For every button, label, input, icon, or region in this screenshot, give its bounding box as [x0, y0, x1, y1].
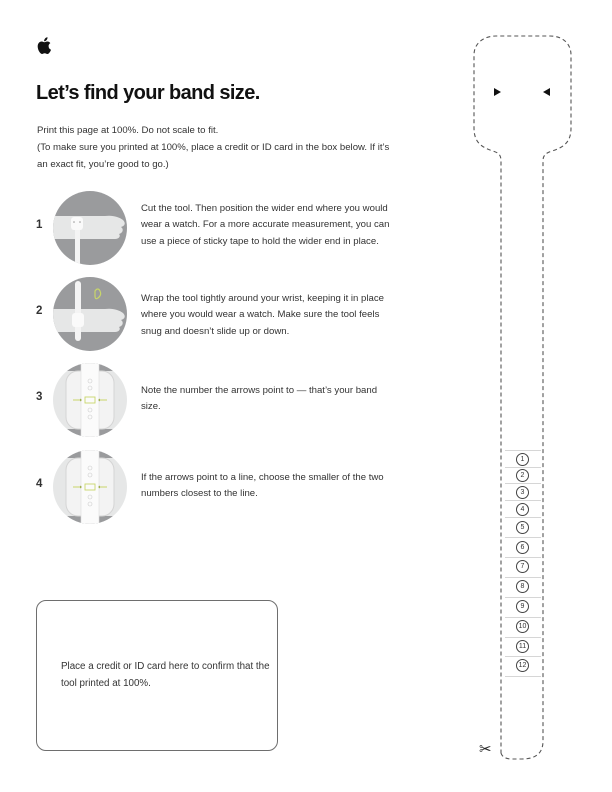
page-title: Let’s find your band size.	[36, 82, 260, 104]
apple-logo-icon	[37, 37, 51, 54]
size-7: 7	[516, 560, 529, 573]
wrap-tool-illustration-icon	[53, 277, 127, 351]
step-text: Cut the tool. Then position the wider end where you would wear a watch. For a more accurate measurement, you can use a piece of sticky tape to hold the wider end in place.	[141, 203, 390, 247]
step-text: If the arrows point to a line, choose the smaller of the two numbers closest to the line.	[141, 472, 384, 500]
size-12: 12	[516, 659, 529, 672]
step-4	[36, 450, 396, 526]
step-number: 3	[36, 391, 43, 403]
size-9: 9	[516, 600, 529, 613]
arrows-to-line-illustration-icon	[53, 450, 127, 524]
size-divider	[505, 467, 541, 468]
wrist-with-tool-illustration-icon	[53, 191, 127, 265]
left-pointer-arrow-icon	[494, 88, 501, 96]
step-number: 4	[36, 478, 43, 490]
size-divider	[505, 577, 541, 578]
size-divider	[505, 537, 541, 538]
size-divider	[505, 637, 541, 638]
size-2: 2	[516, 469, 529, 482]
size-11: 11	[516, 640, 529, 653]
size-divider	[505, 676, 541, 677]
step-number: 1	[36, 219, 43, 231]
size-10: 10	[516, 620, 529, 633]
size-divider	[505, 597, 541, 598]
right-pointer-arrow-icon	[543, 88, 550, 96]
size-3: 3	[516, 486, 529, 499]
step-number: 2	[36, 305, 43, 317]
size-divider	[505, 500, 541, 501]
size-4: 4	[516, 503, 529, 516]
step-2	[36, 277, 396, 353]
size-1: 1	[516, 453, 529, 466]
step-1	[36, 191, 396, 267]
size-5: 5	[516, 521, 529, 534]
credit-card-placement-box	[36, 600, 278, 751]
step-3	[36, 363, 396, 439]
step-text: Wrap the tool tightly around your wrist, keeping it in place where you would wear a watch. Make sure the tool feels snug and doesn’t slide up or down.	[141, 293, 384, 337]
arrows-to-number-illustration-icon	[53, 363, 127, 437]
size-6: 6	[516, 541, 529, 554]
intro-instructions	[37, 122, 397, 173]
intro-line-1: Print this page at 100%. Do not scale to fit.	[37, 125, 219, 136]
size-divider	[505, 483, 541, 484]
size-divider	[505, 517, 541, 518]
scissors-icon: ✂	[479, 741, 492, 758]
size-8: 8	[516, 580, 529, 593]
size-divider	[505, 450, 541, 451]
size-divider	[505, 656, 541, 657]
size-divider	[505, 617, 541, 618]
intro-line-2: (To make sure you printed at 100%, place a credit or ID card in the box below. If it’s an exact fit, you’re good to go.)	[37, 142, 390, 170]
size-divider	[505, 557, 541, 558]
step-text: Note the number the arrows point to — that’s your band size.	[141, 385, 378, 413]
card-box-text: Place a credit or ID card here to confirm that the tool printed at 100%.	[61, 661, 270, 689]
